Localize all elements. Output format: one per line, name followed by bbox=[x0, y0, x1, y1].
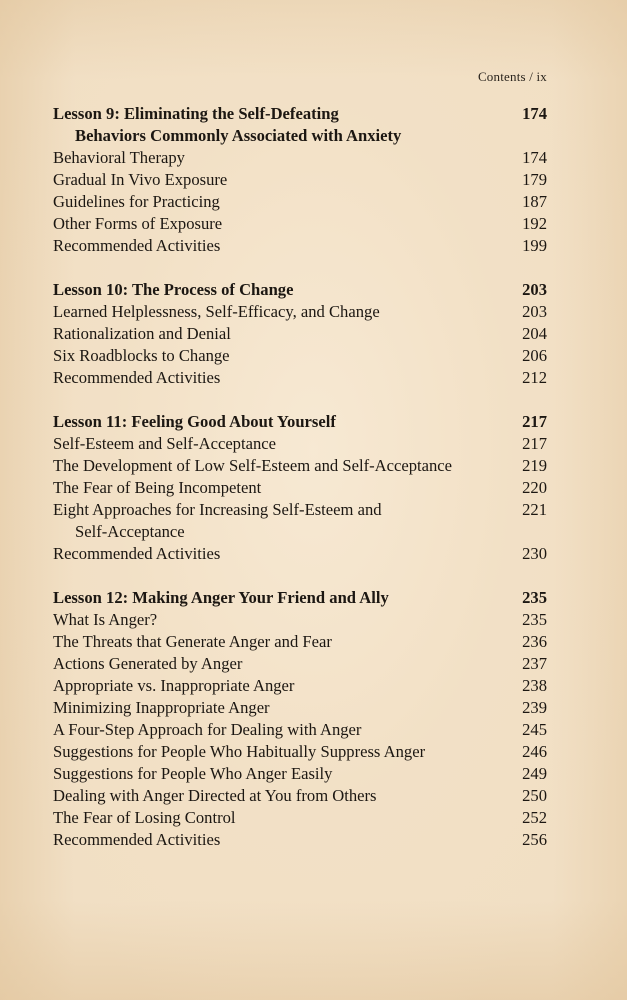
toc-lesson-heading[interactable] bbox=[53, 279, 547, 301]
toc-entry-title: Behavioral Therapy bbox=[53, 148, 185, 167]
toc-entry-title: Recommended Activities bbox=[53, 236, 221, 255]
toc-entry-title: Other Forms of Exposure bbox=[53, 214, 223, 233]
toc-lesson-title: Lesson 10: The Process of Change bbox=[53, 280, 294, 299]
toc-entry-title: Minimizing Inappropriate Anger bbox=[53, 698, 270, 717]
toc-entry-title: Suggestions for People Who Anger Easily bbox=[53, 764, 333, 783]
toc-page-number: 206 bbox=[522, 346, 547, 365]
toc-entry[interactable] bbox=[53, 697, 547, 719]
toc-section-lesson-9 bbox=[53, 103, 547, 257]
toc-page-number: 245 bbox=[522, 720, 547, 739]
toc-lesson-title-continuation: Behaviors Commonly Associated with Anxiety bbox=[75, 126, 402, 145]
toc-entry[interactable] bbox=[53, 323, 547, 345]
toc-page-number: 221 bbox=[522, 500, 547, 519]
toc-page-number: 250 bbox=[522, 786, 547, 805]
toc-page-number: 212 bbox=[522, 368, 547, 387]
toc-entry-title: A Four-Step Approach for Dealing with Anger bbox=[53, 720, 362, 739]
toc-entry-title: Rationalization and Denial bbox=[53, 324, 231, 343]
toc-entry-title: The Fear of Being Incompetent bbox=[53, 478, 262, 497]
toc-section-lesson-12 bbox=[53, 587, 547, 851]
toc-lesson-title: Lesson 11: Feeling Good About Yourself bbox=[53, 412, 336, 431]
toc-section-lesson-10 bbox=[53, 279, 547, 389]
toc-page-number: 236 bbox=[522, 632, 547, 651]
toc-entry[interactable] bbox=[53, 631, 547, 653]
toc-entry-title: Six Roadblocks to Change bbox=[53, 346, 230, 365]
toc-entry[interactable] bbox=[53, 543, 547, 565]
toc-entry-title: Eight Approaches for Increasing Self-Esteem and Self-Acceptance bbox=[53, 499, 519, 543]
toc-entry[interactable] bbox=[53, 213, 547, 235]
toc-page-number: 187 bbox=[522, 192, 547, 211]
toc-entry[interactable] bbox=[53, 367, 547, 389]
toc-entry[interactable] bbox=[53, 477, 547, 499]
toc-entry-title: Suggestions for People Who Habitually Suppress Anger bbox=[53, 742, 426, 761]
toc-page-number: 249 bbox=[522, 764, 547, 783]
running-head: Contents / ix bbox=[477, 69, 547, 84]
toc-entry-title: Dealing with Anger Directed at You from Others bbox=[53, 786, 377, 805]
toc-entry[interactable] bbox=[53, 741, 547, 763]
toc-entry-title: What Is Anger? bbox=[53, 610, 158, 629]
toc-entry-title: Learned Helplessness, Self-Efficacy, and Change bbox=[53, 302, 380, 321]
toc-section-lesson-11 bbox=[53, 411, 547, 565]
toc-page-number: 239 bbox=[522, 698, 547, 717]
toc-entry[interactable] bbox=[53, 785, 547, 807]
table-of-contents bbox=[53, 103, 547, 873]
toc-entry-title: Recommended Activities bbox=[53, 830, 221, 849]
toc-entry-title: Self-Esteem and Self-Acceptance bbox=[53, 434, 276, 453]
toc-entry-title: The Development of Low Self-Esteem and Self-Acceptance bbox=[53, 456, 453, 475]
toc-entry[interactable] bbox=[53, 301, 547, 323]
toc-entry[interactable] bbox=[53, 499, 547, 543]
toc-page-number: 252 bbox=[522, 808, 547, 827]
toc-page-number: 256 bbox=[522, 830, 547, 849]
toc-entry[interactable] bbox=[53, 675, 547, 697]
toc-page-number: 238 bbox=[522, 676, 547, 695]
toc-page-number: 246 bbox=[522, 742, 547, 761]
toc-entry-title: Guidelines for Practicing bbox=[53, 192, 220, 211]
toc-lesson-title: Lesson 12: Making Anger Your Friend and Ally bbox=[53, 588, 389, 607]
toc-entry[interactable] bbox=[53, 829, 547, 851]
toc-lesson-title: Lesson 9: Eliminating the Self-Defeating Behaviors Commonly Associated with Anxiety bbox=[53, 103, 519, 147]
toc-page-number: 203 bbox=[522, 302, 547, 321]
toc-page-number: 237 bbox=[522, 654, 547, 673]
toc-entry[interactable] bbox=[53, 147, 547, 169]
toc-entry[interactable] bbox=[53, 609, 547, 631]
toc-entry[interactable] bbox=[53, 235, 547, 257]
toc-page-number: 220 bbox=[522, 478, 547, 497]
toc-lesson-heading[interactable] bbox=[53, 411, 547, 433]
toc-page-number: 235 bbox=[522, 610, 547, 629]
toc-page-number: 217 bbox=[522, 412, 547, 431]
toc-entry-title: Recommended Activities bbox=[53, 368, 221, 387]
toc-entry[interactable] bbox=[53, 169, 547, 191]
toc-lesson-heading[interactable] bbox=[53, 587, 547, 609]
toc-page-number: 219 bbox=[522, 456, 547, 475]
toc-entry-title: The Fear of Losing Control bbox=[53, 808, 236, 827]
toc-page-number: 174 bbox=[522, 104, 547, 123]
toc-entry[interactable] bbox=[53, 653, 547, 675]
toc-entry[interactable] bbox=[53, 433, 547, 455]
toc-entry[interactable] bbox=[53, 807, 547, 829]
toc-page-number: 217 bbox=[522, 434, 547, 453]
toc-entry-title: Appropriate vs. Inappropriate Anger bbox=[53, 676, 295, 695]
toc-page-number: 174 bbox=[522, 148, 547, 167]
toc-entry[interactable] bbox=[53, 455, 547, 477]
toc-entry-title: The Threats that Generate Anger and Fear bbox=[53, 632, 332, 651]
toc-page-number: 204 bbox=[522, 324, 547, 343]
toc-page-number: 203 bbox=[522, 280, 547, 299]
toc-page-number: 235 bbox=[522, 588, 547, 607]
toc-page-number: 192 bbox=[522, 214, 547, 233]
toc-entry[interactable] bbox=[53, 719, 547, 741]
toc-page-number: 230 bbox=[522, 544, 547, 563]
toc-page-number: 179 bbox=[522, 170, 547, 189]
toc-page-number: 199 bbox=[522, 236, 547, 255]
toc-entry-title: Gradual In Vivo Exposure bbox=[53, 170, 228, 189]
toc-entry-title: Recommended Activities bbox=[53, 544, 221, 563]
toc-lesson-heading[interactable] bbox=[53, 103, 547, 147]
toc-entry[interactable] bbox=[53, 191, 547, 213]
toc-entry[interactable] bbox=[53, 763, 547, 785]
toc-entry-title: Actions Generated by Anger bbox=[53, 654, 243, 673]
toc-entry[interactable] bbox=[53, 345, 547, 367]
toc-entry-title-continuation: Self-Acceptance bbox=[75, 522, 185, 541]
